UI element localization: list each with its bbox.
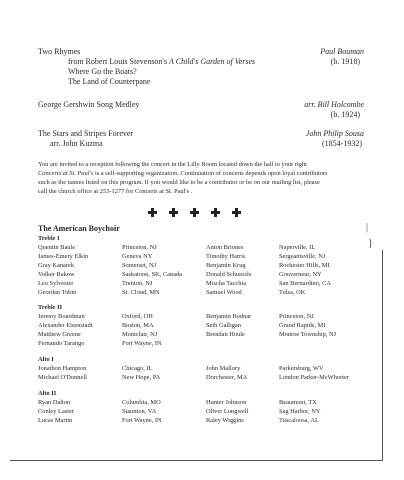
frame-line <box>10 460 383 461</box>
invite-line: such as the names listed on this program. If you would like to be a contributor or be on our mailing list, please <box>38 179 320 186</box>
table-row: Quentin Baule Princeton, NJ Anton Briones Naperville, IL <box>38 244 316 251</box>
cross-icon <box>232 208 241 217</box>
section-heading: Treble I <box>38 235 60 242</box>
invite-line: Concerts at St. Paul's is a self-supporting organization. Continuation of concerts depends upon loyal contributors <box>38 170 328 177</box>
cross-icon <box>169 208 178 217</box>
table-row: Geordan Tobin St. Cloud, MN Samuel Wood Tulsa, OK <box>38 289 306 296</box>
invite-line: call the church office at 253-1277 for Concerts at St. Paul's . <box>38 188 193 195</box>
piece-subline: Where Go the Boats? <box>68 67 137 76</box>
decorative-crosses <box>148 208 241 217</box>
table-row: Jonathon Hampton Chicago, IL John Mallory Parkersburg, WV <box>38 365 324 372</box>
section-heading: Alto I <box>38 356 54 363</box>
table-row: Matthew Greene Montclair, NJ Brendan Houle Monroe Township, NJ <box>38 331 337 338</box>
table-row: Alexander Eisenstadt Boston, MA Seth Galligan Grand Rapids, MI <box>38 322 326 329</box>
table-row: Fernando Tarango Fort Wayne, IN <box>38 340 162 347</box>
composer: arr. Bill Holcombe <box>304 100 364 109</box>
table-row: Jeremy Boardman Oxford, OH Benjamin Bodnar Princeton, NJ <box>38 313 314 320</box>
table-row: Gray Kanarek Somerset, NJ Benjamin Krug Rochester Hills, MI <box>38 262 330 269</box>
frame-line <box>382 250 383 460</box>
table-row: Leo Sylvester Trenton, NJ Mischa Tacchia San Bernardino, CA <box>38 280 332 287</box>
section-alto-1 <box>38 355 379 382</box>
piece-subline: The Land of Counterpane <box>68 77 151 86</box>
table-row: Michael O'Donnell New Hope, PA Dorchester, MA London Parker-McWhorter <box>38 374 349 381</box>
piece-subline: from Robert Louis Stevenson's A Child's Garden of Verses <box>68 57 256 66</box>
cross-icon <box>148 208 157 217</box>
composer-years: (b. 1918) <box>330 57 360 66</box>
margin-mark: } <box>368 238 373 249</box>
section-heading: Treble II <box>38 304 63 311</box>
section-treble-2 <box>38 303 379 348</box>
section-heading: Alto II <box>38 390 57 397</box>
piece-title: George Gershwin Song Medley <box>38 100 140 109</box>
table-row: Volker Rakow Saskatoon, SK, Canada Donald Schuessle Gouverneur, NY <box>38 271 322 278</box>
cross-icon <box>190 208 199 217</box>
composer-years: (b. 1924) <box>330 110 360 119</box>
table-row: Ryan Dalton Columbia, MO Hunter Johnson Beaumont, TX <box>38 399 317 406</box>
section-treble-1 <box>38 234 379 297</box>
composer-years: (1854-1932) <box>322 139 362 148</box>
piece-title: The Stars and Stripes Forever <box>38 129 134 138</box>
piece-subline: arr. John Kuzma <box>50 139 103 148</box>
choir-title: The American Boychoir <box>38 224 120 233</box>
margin-mark: | <box>366 222 369 233</box>
table-row: James-Emery Elkin Geneva NY Timothy Harris Sergeantsville, NJ <box>38 253 326 260</box>
piece-title: Two Rhymes <box>38 47 81 56</box>
table-row: Lucas Martin Fort Wayne, IN Raley Wiggins Tuscaloosa, AL <box>38 417 319 424</box>
table-row: Conley Laster Staunton, VA Oliver Longwell Sag Harbor, NY <box>38 408 321 415</box>
cross-icon <box>211 208 220 217</box>
composer: Paul Bouman <box>320 47 364 56</box>
invite-line: You are invited to a reception following the concert in the Lilly Room located down the hall to your right <box>38 161 307 168</box>
composer: John Philip Sousa <box>305 129 364 138</box>
section-alto-2 <box>38 389 379 425</box>
